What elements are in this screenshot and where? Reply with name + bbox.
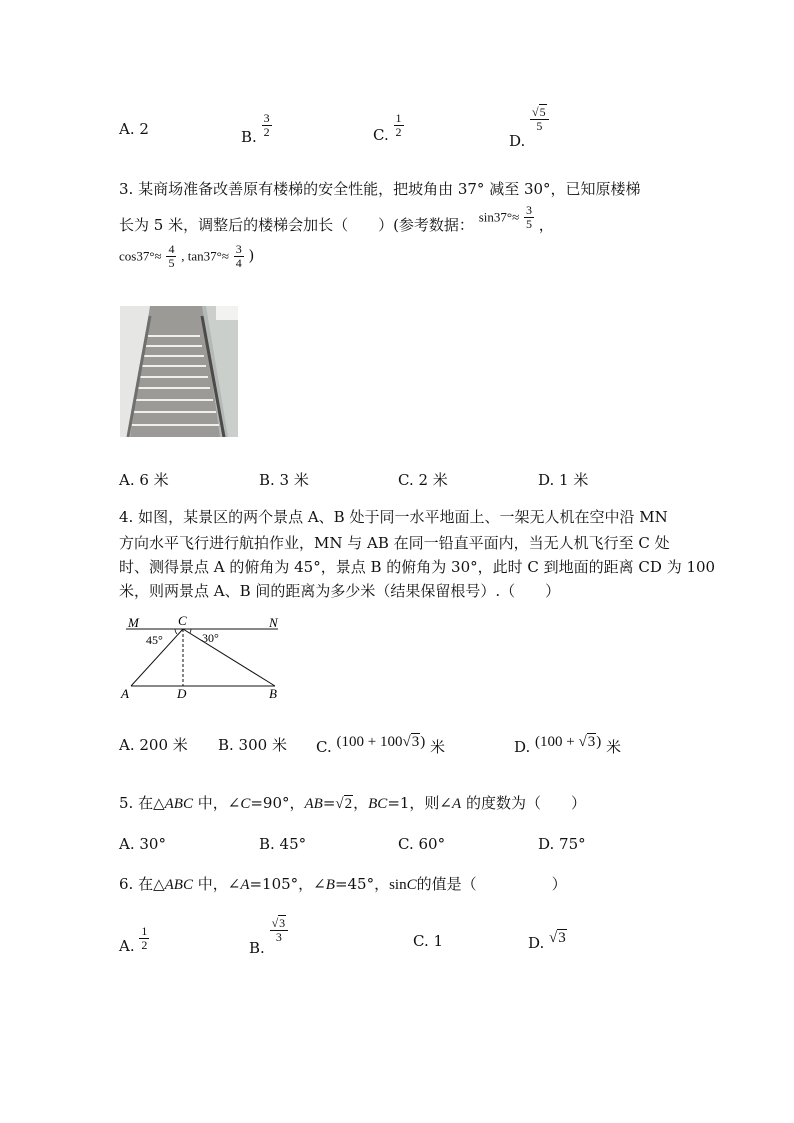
q6-option-d: D. √3 <box>528 930 566 952</box>
q4-stem-line3: 时、测得景点 A 的俯角为 45°，景点 B 的俯角为 30°，此时 C 到地面的距离 CD 为 100 <box>119 558 716 576</box>
q3-option-b: B. 3 米 <box>259 471 309 489</box>
q4-option-c: C. (100 + 100√3) 米 <box>316 734 445 756</box>
q4-option-d: D. (100 + √3) 米 <box>514 734 622 756</box>
q3-option-c: C. 2 米 <box>398 471 448 489</box>
q4-stem-line1: 4. 如图，某景区的两个景点 A、B 处于同一水平地面上、一架无人机在空中沿 MN <box>119 508 668 526</box>
angle-arc-left <box>175 629 177 634</box>
q6-option-c: C. 1 <box>413 932 444 950</box>
line-cb <box>183 629 275 686</box>
label-c: C <box>178 613 187 628</box>
label-angle-45: 45° <box>146 633 163 647</box>
label-b: B <box>269 686 277 701</box>
q6-stem: 6. 在△ABC 中，∠A=105°，∠B=45°，sinC的值是（ ） <box>119 875 567 893</box>
label-m: M <box>128 615 139 630</box>
q4-geometry-figure <box>118 612 290 704</box>
q4-stem-line2: 方向水平飞行进行航拍作业，MN 与 AB 在同一铅直平面内，当无人机飞行至 C 处 <box>119 534 670 552</box>
q3-option-d: D. 1 米 <box>538 471 589 489</box>
q2-option-a: A. 2 <box>119 120 149 138</box>
label-d: D <box>177 686 187 701</box>
label-angle-30: 30° <box>202 631 219 645</box>
label-n: N <box>269 615 278 630</box>
q2-option-d: D. $\frac{√5}{5}$ <box>509 106 549 133</box>
q3-option-a: A. 6 米 <box>119 471 169 489</box>
label-a: A <box>121 686 129 701</box>
q5-stem: 5. 在△ABC 中，∠C=90°，AB=√2，BC=1，则∠A 的度数为（ ） <box>119 794 586 812</box>
q4-option-b: B. 300 米 <box>218 736 287 754</box>
q6-option-a: A. $\frac{1}{2}$ <box>119 924 148 955</box>
staircase-photo <box>120 306 238 437</box>
q4-option-a: A. 200 米 <box>119 736 188 754</box>
q3-stem-line2: 长为 5 米，调整后的楼梯会加长（ ）(参考数据： sin37°≈ $\frac{3}{5}$ ， <box>119 203 554 234</box>
q5-option-b: B. 45° <box>259 835 307 853</box>
q2-option-c: C. $\frac{1}{2}$ <box>373 111 402 144</box>
q3-stem-line3: cos37°≈ $\frac{4}{5}$ , tan37°≈ $\frac{3}{4}$ ) <box>119 242 255 270</box>
q2-option-b: B. $\frac{3}{2}$ <box>241 111 270 146</box>
q6-option-b: B. $\frac{√3}{3}$ <box>249 917 288 944</box>
q5-option-c: C. 60° <box>398 835 446 853</box>
q4-stem-line4: 米，则两景点 A、B 间的距离为多少米（结果保留根号）.（ ） <box>119 582 561 600</box>
q5-option-d: D. 75° <box>538 835 586 853</box>
q3-stem-line1: 3. 某商场准备改善原有楼梯的安全性能，把坡角由 37° 减至 30°，已知原楼梯 <box>119 180 641 198</box>
q5-option-a: A. 30° <box>119 835 166 853</box>
angle-arc-right <box>190 629 191 633</box>
